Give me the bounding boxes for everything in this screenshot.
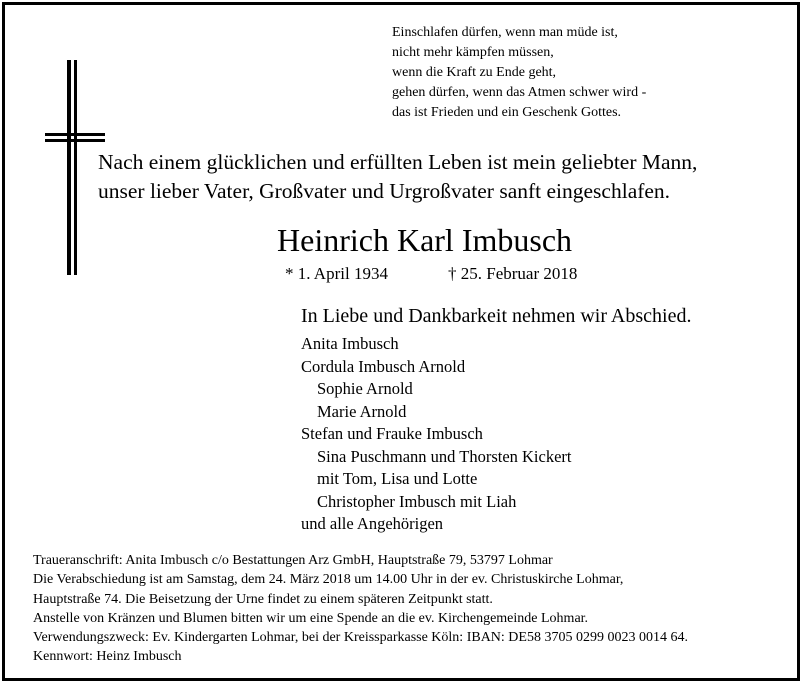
deceased-name: Heinrich Karl Imbusch — [277, 222, 573, 258]
cross-icon — [45, 60, 105, 275]
notes-line: Verwendungszweck: Ev. Kindergarten Lohmar, bei der Kreissparkasse Köln: IBAN: DE58 3705 0299 0023 0014 64. — [33, 630, 688, 646]
notes-line: Anstelle von Kränzen und Blumen bitten wir um eine Spende an die ev. Kirchengemeinde Lohmar. — [33, 610, 589, 626]
birth-date: * 1. April 1934 — [285, 264, 388, 283]
poem-line: gehen dürfen, wenn das Atmen schwer wird - — [392, 85, 647, 100]
mourners-list — [301, 333, 572, 536]
obituary-frame — [2, 2, 800, 681]
mourner: Marie Arnold — [317, 401, 407, 421]
notes-line: Hauptstraße 74. Die Beisetzung der Urne findet zu einem späteren Zeitpunkt statt. — [33, 591, 493, 607]
intro-line: unser lieber Vater, Großvater und Urgroßvater sanft eingeschlafen. — [98, 179, 671, 203]
poem-line: das ist Frieden und ein Geschenk Gottes. — [392, 105, 622, 120]
farewell-text: In Liebe und Dankbarkeit nehmen wir Abschied. — [301, 305, 692, 327]
mourner: Stefan und Frauke Imbusch — [301, 424, 483, 443]
funeral-notes — [33, 551, 688, 667]
mourner: Anita Imbusch — [301, 334, 399, 353]
mourner: und alle Angehörigen — [301, 514, 444, 533]
notes-line: Die Verabschiedung ist am Samstag, dem 24. März 2018 um 14.00 Uhr in der ev. Christuskirche Lohmar, — [33, 572, 624, 588]
poem-line: Einschlafen dürfen, wenn man müde ist, — [392, 25, 618, 40]
notes-line: Kennwort: Heinz Imbusch — [33, 649, 182, 665]
mourner: Cordula Imbusch Arnold — [301, 356, 466, 376]
poem-line: wenn die Kraft zu Ende geht, — [392, 65, 557, 80]
mourner: Sina Puschmann und Thorsten Kickert — [317, 446, 572, 466]
poem — [392, 23, 646, 123]
mourner: Sophie Arnold — [317, 379, 413, 398]
poem-line: nicht mehr kämpfen müssen, — [392, 45, 554, 60]
notes-line: Traueranschrift: Anita Imbusch c/o Bestattungen Arz GmbH, Hauptstraße 79, 53797 Lohmar — [33, 553, 553, 568]
intro-line: Nach einem glücklichen und erfüllten Leben ist mein geliebter Mann, — [98, 150, 698, 174]
intro-text — [98, 148, 697, 206]
mourner: Christopher Imbusch mit Liah — [317, 491, 517, 511]
death-date: † 25. Februar 2018 — [448, 264, 578, 283]
mourner: mit Tom, Lisa und Lotte — [317, 469, 478, 488]
